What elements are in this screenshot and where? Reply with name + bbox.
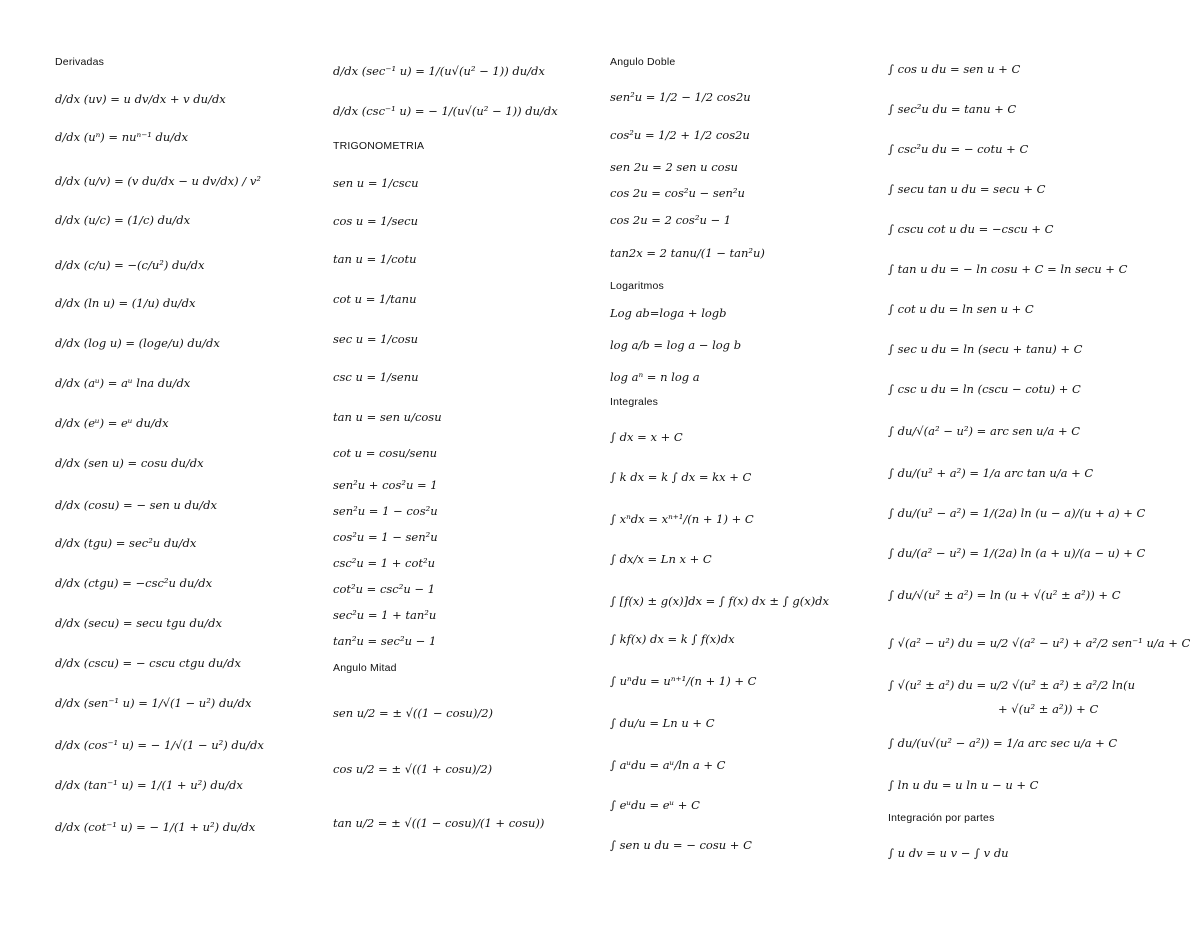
- formula-derivative-arctan: d/dx (tan⁻¹ u) = 1/(1 + u²) du/dx: [55, 778, 243, 792]
- formula-identity-sen2: sen²u = 1 − cos²u: [333, 504, 438, 518]
- formula-integral-sqrt-a2-minus-u2: ∫ √(a² − u²) du = u/2 √(a² − u²) + a²/2 sen⁻¹ u/a + C: [888, 636, 1191, 650]
- formula-derivative-log: d/dx (log u) = (loge/u) du/dx: [55, 336, 220, 350]
- formula-derivative-csc: d/dx (cscu) = − cscu ctgu du/dx: [55, 656, 241, 670]
- formula-log-power: log aⁿ = n log a: [610, 370, 700, 384]
- formula-integral-ln-u-minus-a: ∫ du/(u² − a²) = 1/(2a) ln (u − a)/(u + a) + C: [888, 506, 1146, 520]
- formula-integral-dx: ∫ dx = x + C: [610, 430, 683, 444]
- formula-trig-cot: cot u = 1/tanu: [333, 292, 417, 306]
- formula-half-angle-sen: sen u/2 = ± √((1 − cosu)/2): [333, 706, 494, 720]
- formula-trig-sen: sen u = 1/cscu: [333, 176, 419, 190]
- formula-derivative-sec: d/dx (secu) = secu tgu du/dx: [55, 616, 222, 630]
- formula-double-tan2x: tan2x = 2 tanu/(1 − tan²u): [610, 246, 765, 260]
- formula-half-angle-cos: cos u/2 = ± √((1 + cosu)/2): [333, 762, 493, 776]
- formula-identity-cos2: cos²u = 1 − sen²u: [333, 530, 438, 544]
- formula-log-quotient: log a/b = log a − log b: [610, 338, 742, 352]
- formula-integral-du-over-u: ∫ du/u = Ln u + C: [610, 716, 715, 730]
- formula-integral-exp-e: ∫ eᵘdu = eᵘ + C: [610, 798, 700, 812]
- formula-identity-cot2: cot²u = csc²u − 1: [333, 582, 436, 596]
- formula-integral-power-u: ∫ uⁿdu = uⁿ⁺¹/(n + 1) + C: [610, 674, 757, 688]
- formula-integral-tan: ∫ tan u du = − ln cosu + C = ln secu + C: [888, 262, 1128, 276]
- formula-integral-sec-tan: ∫ secu tan u du = secu + C: [888, 182, 1046, 196]
- formula-integral-sec: ∫ sec u du = ln (secu + tanu) + C: [888, 342, 1083, 356]
- formula-integral-sqrt-u2-pm-a2-cont: + √(u² ± a²)) + C: [998, 702, 1099, 716]
- formula-identity-sec2: sec²u = 1 + tan²u: [333, 608, 437, 622]
- formula-double-cos2u-a: cos 2u = cos²u − sen²u: [610, 186, 745, 200]
- formula-double-cos2u-b: cos 2u = 2 cos²u − 1: [610, 213, 732, 227]
- formula-integral-ln-a-plus-u: ∫ du/(a² − u²) = 1/(2a) ln (a + u)/(a − u) + C: [888, 546, 1146, 560]
- formula-identity-csc2: csc²u = 1 + cot²u: [333, 556, 436, 570]
- formula-integral-arctan: ∫ du/(u² + a²) = 1/a arc tan u/a + C: [888, 466, 1094, 480]
- formula-integral-power-x: ∫ xⁿdx = xⁿ⁺¹/(n + 1) + C: [610, 512, 754, 526]
- formula-half-angle-tan: tan u/2 = ± √((1 − cosu)/(1 + cosu)): [333, 816, 545, 830]
- formula-derivative-product: d/dx (uv) = u dv/dx + v du/dx: [55, 92, 226, 106]
- heading-angulo-mitad: Angulo Mitad: [333, 662, 397, 674]
- formula-derivative-power: d/dx (uⁿ) = nuⁿ⁻¹ du/dx: [55, 130, 189, 144]
- formula-identity-tan2: tan²u = sec²u − 1: [333, 634, 437, 648]
- formula-integral-cot: ∫ cot u du = ln sen u + C: [888, 302, 1034, 316]
- heading-angulo-doble: Angulo Doble: [610, 56, 676, 68]
- formula-derivative-arcsec: d/dx (sec⁻¹ u) = 1/(u√(u² − 1)) du/dx: [333, 64, 545, 78]
- formula-integral-csc-cot: ∫ cscu cot u du = −cscu + C: [888, 222, 1054, 236]
- formula-integration-by-parts: ∫ u dv = u v − ∫ v du: [888, 846, 1009, 860]
- formula-derivative-quotient: d/dx (u/v) = (v du/dx − u dv/dx) / v²: [55, 174, 261, 188]
- formula-derivative-u-over-c: d/dx (u/c) = (1/c) du/dx: [55, 213, 191, 227]
- formula-integral-sec2: ∫ sec²u du = tanu + C: [888, 102, 1017, 116]
- formula-integral-k-f: ∫ kf(x) dx = k ∫ f(x)dx: [610, 632, 735, 646]
- formula-trig-cot-ratio: cot u = cosu/senu: [333, 446, 438, 460]
- formula-integral-csc: ∫ csc u du = ln (cscu − cotu) + C: [888, 382, 1081, 396]
- formula-integral-arcsec: ∫ du/(u√(u² − a²)) = 1/a arc sec u/a + C: [888, 736, 1118, 750]
- formula-trig-sec: sec u = 1/cosu: [333, 332, 419, 346]
- formula-integral-ln-sqrt: ∫ du/√(u² ± a²) = ln (u + √(u² ± a²)) + C: [888, 588, 1121, 602]
- formula-trig-tan: tan u = 1/cotu: [333, 252, 417, 266]
- formula-derivative-exp-a: d/dx (aᵘ) = aᵘ lna du/dx: [55, 376, 191, 390]
- formula-derivative-arccos: d/dx (cos⁻¹ u) = − 1/√(1 − u²) du/dx: [55, 738, 264, 752]
- formula-double-sen2: sen²u = 1/2 − 1/2 cos2u: [610, 90, 751, 104]
- formula-trig-tan-ratio: tan u = sen u/cosu: [333, 410, 442, 424]
- formula-integral-ln: ∫ ln u du = u ln u − u + C: [888, 778, 1039, 792]
- formula-integral-cos: ∫ cos u du = sen u + C: [888, 62, 1021, 76]
- formula-derivative-arcsen: d/dx (sen⁻¹ u) = 1/√(1 − u²) du/dx: [55, 696, 252, 710]
- formula-derivative-ctg: d/dx (ctgu) = −csc²u du/dx: [55, 576, 213, 590]
- formula-derivative-arccot: d/dx (cot⁻¹ u) = − 1/(1 + u²) du/dx: [55, 820, 256, 834]
- formula-derivative-ln: d/dx (ln u) = (1/u) du/dx: [55, 296, 196, 310]
- formula-integral-csc2: ∫ csc²u du = − cotu + C: [888, 142, 1029, 156]
- heading-derivadas: Derivadas: [55, 56, 105, 68]
- formula-log-product: Log ab=loga + logb: [610, 306, 727, 320]
- formula-trig-cos: cos u = 1/secu: [333, 214, 419, 228]
- formula-identity-pythagorean: sen²u + cos²u = 1: [333, 478, 438, 492]
- formula-integral-exp-a: ∫ aᵘdu = aᵘ/ln a + C: [610, 758, 726, 772]
- formula-derivative-tg: d/dx (tgu) = sec²u du/dx: [55, 536, 197, 550]
- formula-double-cos2: cos²u = 1/2 + 1/2 cos2u: [610, 128, 750, 142]
- formula-integral-dx-over-x: ∫ dx/x = Ln x + C: [610, 552, 712, 566]
- formula-integral-constant: ∫ k dx = k ∫ dx = kx + C: [610, 470, 752, 484]
- formula-integral-sqrt-u2-pm-a2: ∫ √(u² ± a²) du = u/2 √(u² ± a²) ± a²/2 ln(u: [888, 678, 1135, 692]
- heading-integracion-por-partes: Integración por partes: [888, 812, 995, 824]
- formula-derivative-cos: d/dx (cosu) = − sen u du/dx: [55, 498, 217, 512]
- heading-integrales: Integrales: [610, 396, 659, 408]
- formula-integral-sen: ∫ sen u du = − cosu + C: [610, 838, 752, 852]
- formula-derivative-arccsc: d/dx (csc⁻¹ u) = − 1/(u√(u² − 1)) du/dx: [333, 104, 558, 118]
- formula-double-sen2u: sen 2u = 2 sen u cosu: [610, 160, 738, 174]
- formula-integral-sum: ∫ [f(x) ± g(x)]dx = ∫ f(x) dx ± ∫ g(x)dx: [610, 594, 830, 608]
- heading-logaritmos: Logaritmos: [610, 280, 664, 292]
- formula-trig-csc: csc u = 1/senu: [333, 370, 419, 384]
- formula-derivative-exp-e: d/dx (eᵘ) = eᵘ du/dx: [55, 416, 169, 430]
- heading-trigonometria: TRIGONOMETRIA: [333, 140, 425, 152]
- formula-derivative-sen: d/dx (sen u) = cosu du/dx: [55, 456, 204, 470]
- formula-derivative-c-over-u: d/dx (c/u) = −(c/u²) du/dx: [55, 258, 205, 272]
- formula-integral-arcsen: ∫ du/√(a² − u²) = arc sen u/a + C: [888, 424, 1081, 438]
